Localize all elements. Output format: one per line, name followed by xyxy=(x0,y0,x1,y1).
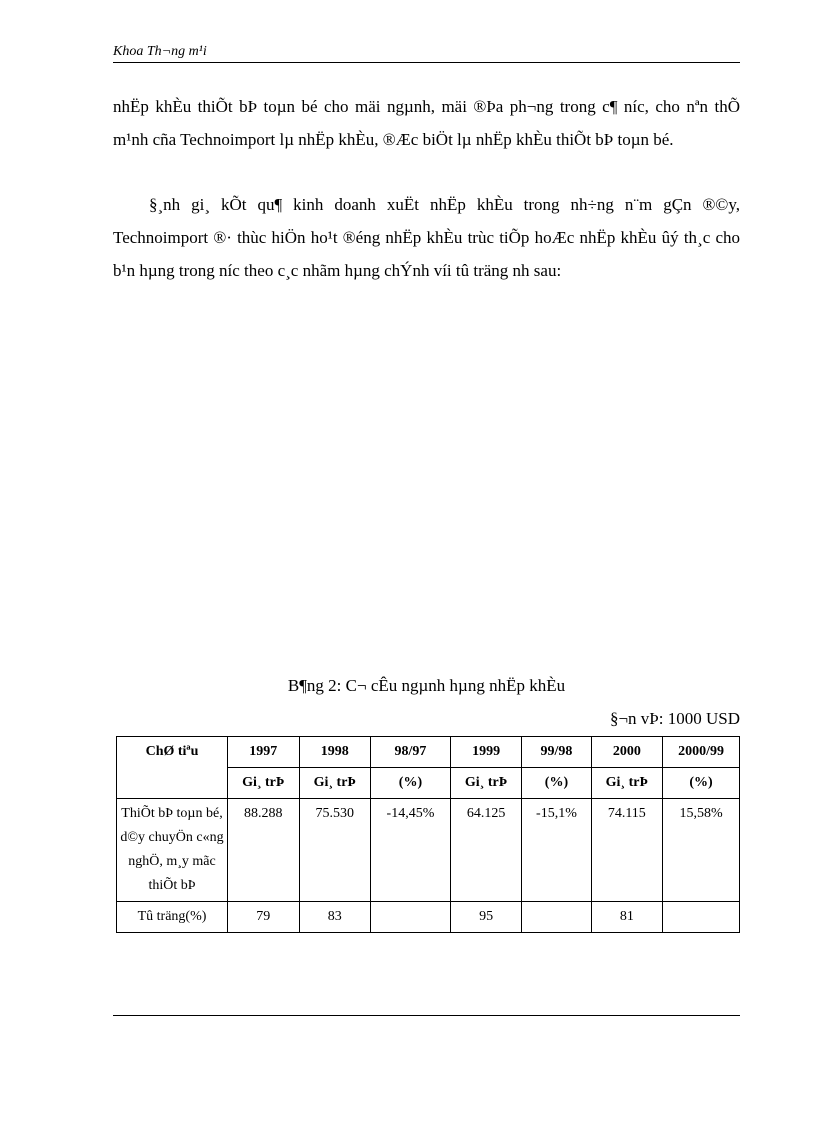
table-cell: 64.125 xyxy=(450,799,522,902)
table-cell xyxy=(522,902,591,933)
paragraph-2: §¸nh gi¸ kÕt qu¶ kinh doanh xuËt nhËp khÈu trong nh÷ng n¨m gÇn ®©y, Technoimport ®· thùc hiÖn ho¹t ®éng nhËp khÈu trùc tiÕp hoÆc nhËp khÈu ûý th¸c cho b¹n hµng trong níc theo c¸c nhãm hµng chÝnh víi tû träng nh sau: xyxy=(113,195,740,280)
subheader-cell: Gi¸ trÞ xyxy=(228,768,300,799)
table-cell: -15,1% xyxy=(522,799,591,902)
table-row xyxy=(117,799,740,902)
header-cell-2000: 2000 xyxy=(591,737,663,768)
paragraph-1: nhËp khÈu thiÕt bÞ toµn bé cho mäi ngµnh, mäi ®Þa ph¬ng trong c¶ níc, cho nªn thÕ m¹nh cña Technoimport lµ nhËp khÈu, ®Æc biÖt lµ nhËp khÈu thiÕt bÞ toµn bé. xyxy=(113,97,740,149)
table-cell xyxy=(663,902,740,933)
data-table xyxy=(116,736,740,933)
table-cell: 79 xyxy=(228,902,300,933)
header-cell-1997: 1997 xyxy=(228,737,300,768)
header-cell-2000-99: 2000/99 xyxy=(663,737,740,768)
header-cell-indicator: ChØ tiªu xyxy=(117,737,228,799)
row-label: ThiÕt bÞ toµn bé, d©y chuyÖn c«ng nghÖ, m¸y mãc thiÕt bÞ xyxy=(117,799,228,902)
subheader-cell: Gi¸ trÞ xyxy=(591,768,663,799)
table-cell: 74.115 xyxy=(591,799,663,902)
table-caption: B¶ng 2: C¬ cÊu ngµnh hµng nhËp khÈu xyxy=(287,676,566,695)
page-footer-rule xyxy=(113,1015,740,1016)
table-row xyxy=(117,902,740,933)
header-text: Khoa Th¬ng m¹i xyxy=(113,44,207,59)
table-cell: 81 xyxy=(591,902,663,933)
row-label: Tû träng(%) xyxy=(117,902,228,933)
subheader-cell: Gi¸ trÞ xyxy=(299,768,371,799)
table-unit: §¬n vÞ: 1000 USD xyxy=(609,709,740,728)
subheader-cell: (%) xyxy=(522,768,591,799)
subheader-cell: Gi¸ trÞ xyxy=(450,768,522,799)
page-header xyxy=(113,44,740,63)
table-cell: 95 xyxy=(450,902,522,933)
table-cell: 88.288 xyxy=(228,799,300,902)
table-cell xyxy=(371,902,451,933)
header-cell-99-98: 99/98 xyxy=(522,737,591,768)
header-cell-1999: 1999 xyxy=(450,737,522,768)
table-cell: -14,45% xyxy=(371,799,451,902)
subheader-cell: (%) xyxy=(371,768,451,799)
header-cell-98-97: 98/97 xyxy=(371,737,451,768)
table-cell: 75.530 xyxy=(299,799,371,902)
table-header-row xyxy=(117,737,740,768)
table-cell: 15,58% xyxy=(663,799,740,902)
subheader-cell: (%) xyxy=(663,768,740,799)
table-cell: 83 xyxy=(299,902,371,933)
header-cell-1998: 1998 xyxy=(299,737,371,768)
